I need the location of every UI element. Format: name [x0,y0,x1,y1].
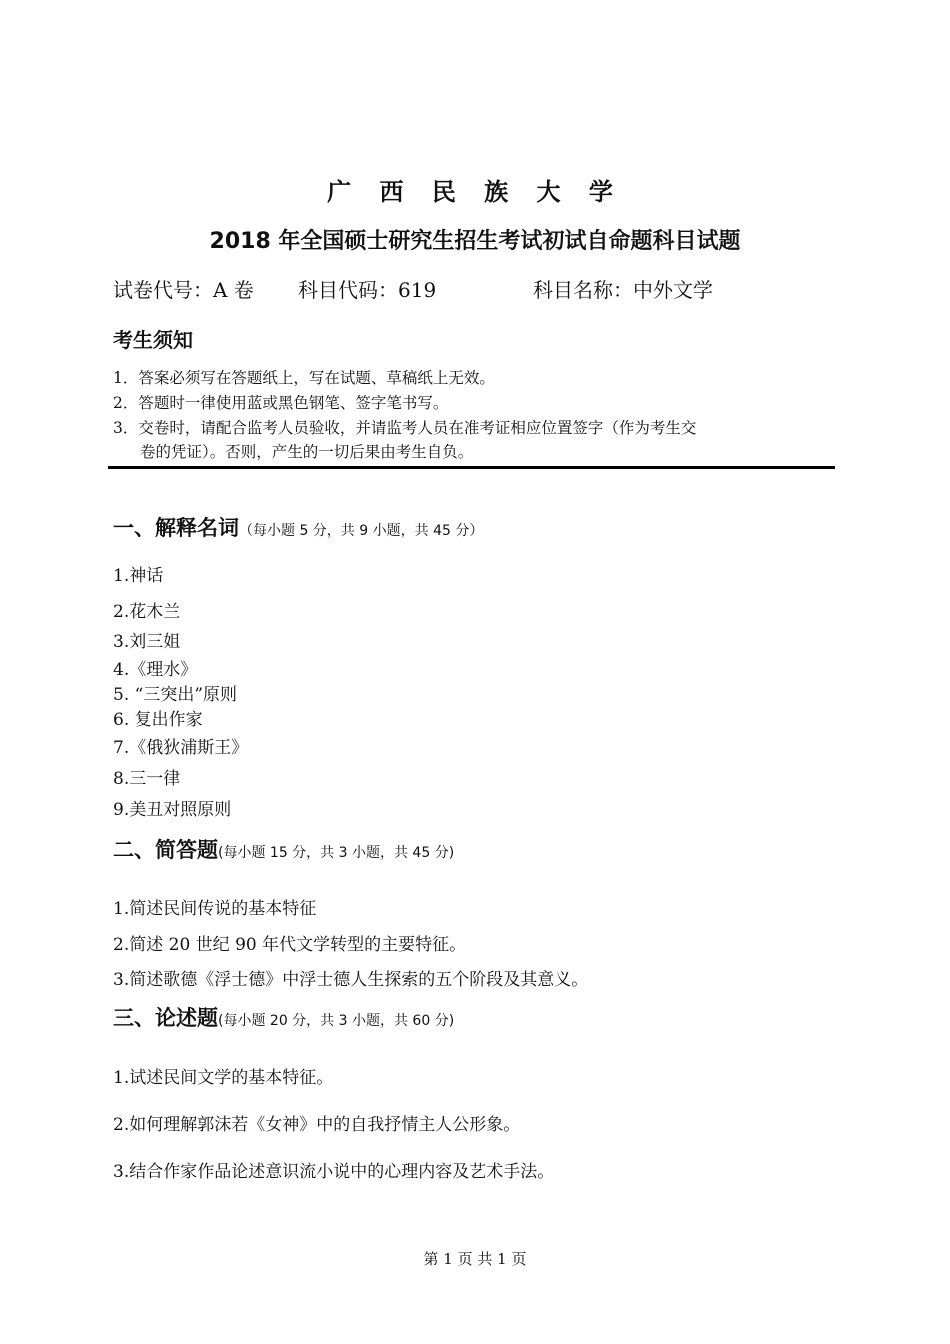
section-title: 三、论述题 [113,1006,218,1030]
section-title: 一、解释名词 [113,516,239,540]
list-item: 1.试述民间文学的基本特征。 [113,1068,334,1088]
notice-item: 3．交卷时，请配合监考人员验收，并请监考人员在准考证相应位置签字（作为考生交 [113,419,697,437]
university-name: 广 西 民 族 大 学 [327,178,623,206]
section-score-note: (每小题 20 分，共 3 小题，共 60 分) [218,1013,455,1029]
list-item: 2.简述 20 世纪 90 年代文学转型的主要特征。 [113,935,467,955]
list-item: 8.三一律 [113,769,181,789]
list-item: 3.刘三姐 [113,632,181,652]
notice-item: 2．答题时一律使用蓝或黑色钢笔、签字笔书写。 [113,394,449,412]
list-item: 1.神话 [113,566,164,586]
list-item: 2.花木兰 [113,602,181,622]
section-score-note: （每小题 5 分，共 9 小题，共 45 分） [239,523,484,539]
list-item: 6. 复出作家 [113,710,203,730]
list-item: 9.美丑对照原则 [113,800,232,820]
notice-title: 考生须知 [113,328,193,352]
subject-code: 科目代码：619 [298,278,437,302]
notice-item: 卷的凭证）。否则，产生的一切后果由考生自负。 [140,443,474,461]
list-item: 2.如何理解郭沫若《女神》中的自我抒情主人公形象。 [113,1115,521,1135]
section-heading-1 [113,512,483,542]
section-title: 二、简答题 [113,838,218,862]
section-heading-2 [113,834,454,864]
paper-code: 试卷代号：A 卷 [113,278,254,302]
list-item: 7.《俄狄浦斯王》 [113,738,249,758]
list-item: 1.简述民间传说的基本特征 [113,899,317,919]
notice-item: 1．答案必须写在答题纸上，写在试题、草稿纸上无效。 [113,369,495,387]
section-score-note: (每小题 15 分，共 3 小题，共 45 分) [218,845,455,861]
exam-title: 2018 年全国硕士研究生招生考试初试自命题科目试题 [209,229,741,254]
page-number: 第 1 页 共 1 页 [423,1250,527,1268]
list-item: 4.《理水》 [113,660,198,680]
section-heading-3 [113,1002,454,1032]
divider-rule [108,466,835,469]
list-item: 3.简述歌德《浮士德》中浮士德人生探索的五个阶段及其意义。 [113,970,589,990]
list-item: 5. “三突出”原则 [113,685,238,705]
list-item: 3.结合作家作品论述意识流小说中的心理内容及艺术手法。 [113,1162,555,1182]
subject-name: 科目名称：中外文学 [533,278,713,302]
